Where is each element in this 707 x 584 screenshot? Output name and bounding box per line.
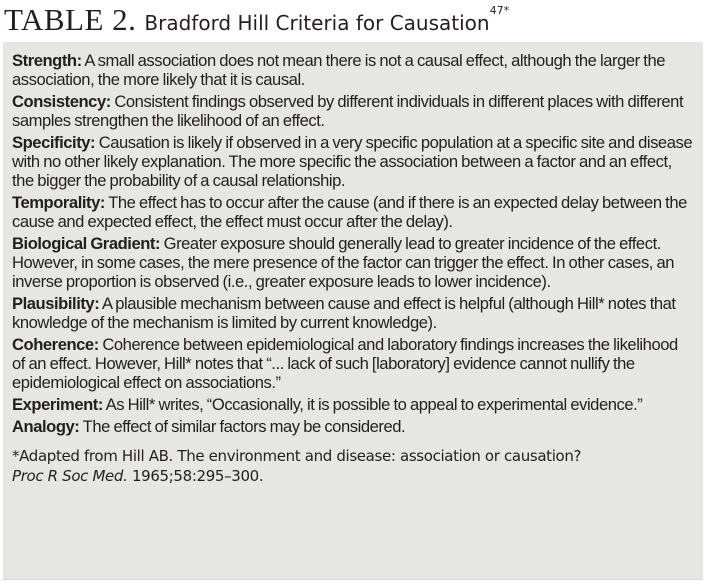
criterion-term: Plausibility: <box>12 294 100 313</box>
table-footnote <box>12 446 694 486</box>
table-title <box>4 2 509 38</box>
table-caption: Bradford Hill Criteria for Causation <box>144 11 490 35</box>
reference-superscript: 47* <box>489 3 510 17</box>
criterion-description: The effect has to occur after the cause (and if there is an expected delay between the cause and expected effect, the effect must occur after the delay). <box>12 193 687 231</box>
footnote-journal: Proc R Soc Med. <box>12 467 128 485</box>
criterion-description: Greater exposure should generally lead to greater incidence of the effect. However, in some cases, the mere presence of the factor can trigger the effect. In other cases, an inverse proportion is observed (i.e., greater exposure leads to lower incidence). <box>12 234 675 291</box>
criterion-description: Consistent findings observed by different individuals in different places with different samples strengthen the likelihood of an effect. <box>12 92 684 130</box>
criterion-specificity <box>12 133 694 190</box>
criterion-experiment <box>12 395 694 414</box>
criterion-strength <box>12 51 694 89</box>
criterion-description: Coherence between epidemiological and laboratory findings increases the likelihood of an effect. However, Hill* notes that “... lack of such [laboratory] evidence cannot nullify the epidemiological effect on associations.” <box>12 335 678 392</box>
criterion-biological-gradient <box>12 234 694 291</box>
criterion-plausibility <box>12 294 694 332</box>
criterion-temporality <box>12 193 694 231</box>
criteria-panel <box>3 42 703 580</box>
criterion-term: Biological Gradient: <box>12 234 161 253</box>
criteria-list <box>12 51 694 436</box>
criterion-description: The effect of similar factors may be considered. <box>82 417 406 436</box>
criterion-consistency <box>12 92 694 130</box>
criterion-term: Strength: <box>12 51 82 70</box>
criterion-term: Specificity: <box>12 133 96 152</box>
criterion-term: Experiment: <box>12 395 103 414</box>
footnote-text: *Adapted from Hill AB. The environment and disease: association or causation? <box>12 447 582 465</box>
criterion-coherence <box>12 335 694 392</box>
criterion-description: A small association does not mean there is not a causal effect, although the larger the association, the more likely that it is causal. <box>12 51 666 89</box>
table-number: TABLE 2. <box>4 2 137 37</box>
criterion-description: Causation is likely if observed in a very specific population at a specific site and disease with no other likely explanation. The more specific the association between a factor and an effect, the bigger the probability of a causal relationship. <box>12 133 693 190</box>
criterion-description: As Hill* writes, “Occasionally, it is possible to appeal to experimental evidence.” <box>105 395 643 414</box>
criterion-term: Consistency: <box>12 92 111 111</box>
criterion-term: Coherence: <box>12 335 99 354</box>
criterion-analogy <box>12 417 694 436</box>
criterion-term: Temporality: <box>12 193 105 212</box>
footnote-citation: 1965;58:295–300. <box>131 467 264 485</box>
criterion-description: A plausible mechanism between cause and effect is helpful (although Hill* notes that knowledge of the mechanism is limited by current knowledge). <box>12 294 676 332</box>
criterion-term: Analogy: <box>12 417 80 436</box>
